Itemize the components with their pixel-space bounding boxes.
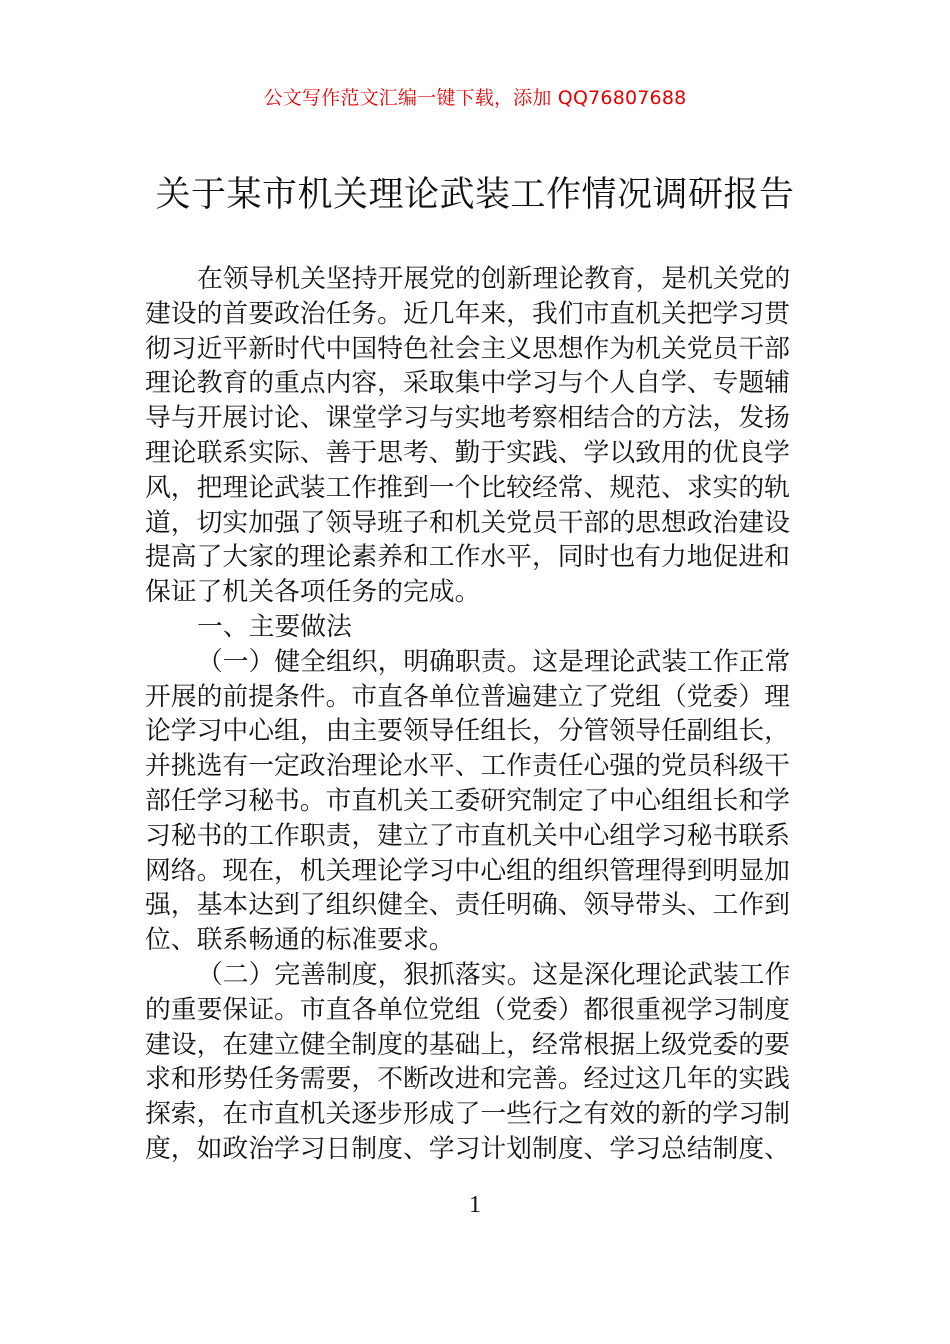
text-line: 论学习中心组，由主要领导任组长，分管领导任副组长， [145,716,790,747]
text-line: 开展的前提条件。市直各单位普遍建立了党组（党委）理 [145,681,790,712]
text-line: 彻习近平新时代中国特色社会主义思想作为机关党员干部 [145,333,790,364]
text-line: 风，把理论武装工作推到一个比较经常、规范、求实的轨 [145,472,790,503]
text-line: 并挑选有一定政治理论水平、工作责任心强的党员科级干 [145,751,790,782]
text-line: 探索，在市直机关逐步形成了一些行之有效的新的学习制 [145,1099,790,1130]
subsection-heading: （二）完善制度，狠抓落实。这是深化理论武装工作 [197,959,791,990]
text-line: 习秘书的工作职责，建立了市直机关中心组学习秘书联系 [145,820,790,851]
text-line: 提高了大家的理论素养和工作水平，同时也有力地促进和 [145,542,790,573]
text-line: 保证了机关各项任务的完成。 [145,577,481,608]
text-line: 求和形势任务需要，不断改进和完善。经过这几年的实践 [145,1064,790,1095]
page-number: 1 [469,1192,481,1218]
text-line: 道，切实加强了领导班子和机关党员干部的思想政治建设 [145,507,790,538]
text-line: 建设，在建立健全制度的基础上，经常根据上级党委的要 [145,1029,790,1060]
body-text [145,262,810,1167]
text-line: 理论教育的重点内容，采取集中学习与个人自学、专题辅 [145,368,790,399]
text-line: 建设的首要政治任务。近几年来，我们市直机关把学习贯 [145,298,790,329]
page-title: 关于某市机关理论武装工作情况调研报告 [155,175,795,215]
text-line: 位、联系畅通的标准要求。 [145,925,455,956]
text-line: 网络。现在，机关理论学习中心组的组织管理得到明显加 [145,855,790,886]
section-heading: 一、主要做法 [197,611,352,642]
text-line: 强，基本达到了组织健全、责任明确、领导带头、工作到 [145,890,790,921]
text-line: 的重要保证。市直各单位党组（党委）都很重视学习制度 [145,994,790,1025]
text-line: 度，如政治学习日制度、学习计划制度、学习总结制度、 [145,1133,790,1164]
text-line: 理论联系实际、善于思考、勤于实践、学以致用的优良学 [145,437,790,468]
text-line: 导与开展讨论、课堂学习与实地考察相结合的方法，发扬 [145,403,790,434]
subsection-heading: （一）健全组织，明确职责。这是理论武装工作正常 [197,646,791,677]
header-download-note: 公文写作范文汇编一键下载，添加 QQ76807688 [263,87,687,109]
text-line: 部任学习秘书。市直机关工委研究制定了中心组组长和学 [145,785,790,816]
text-line: 在领导机关坚持开展党的创新理论教育，是机关党的 [197,264,791,294]
